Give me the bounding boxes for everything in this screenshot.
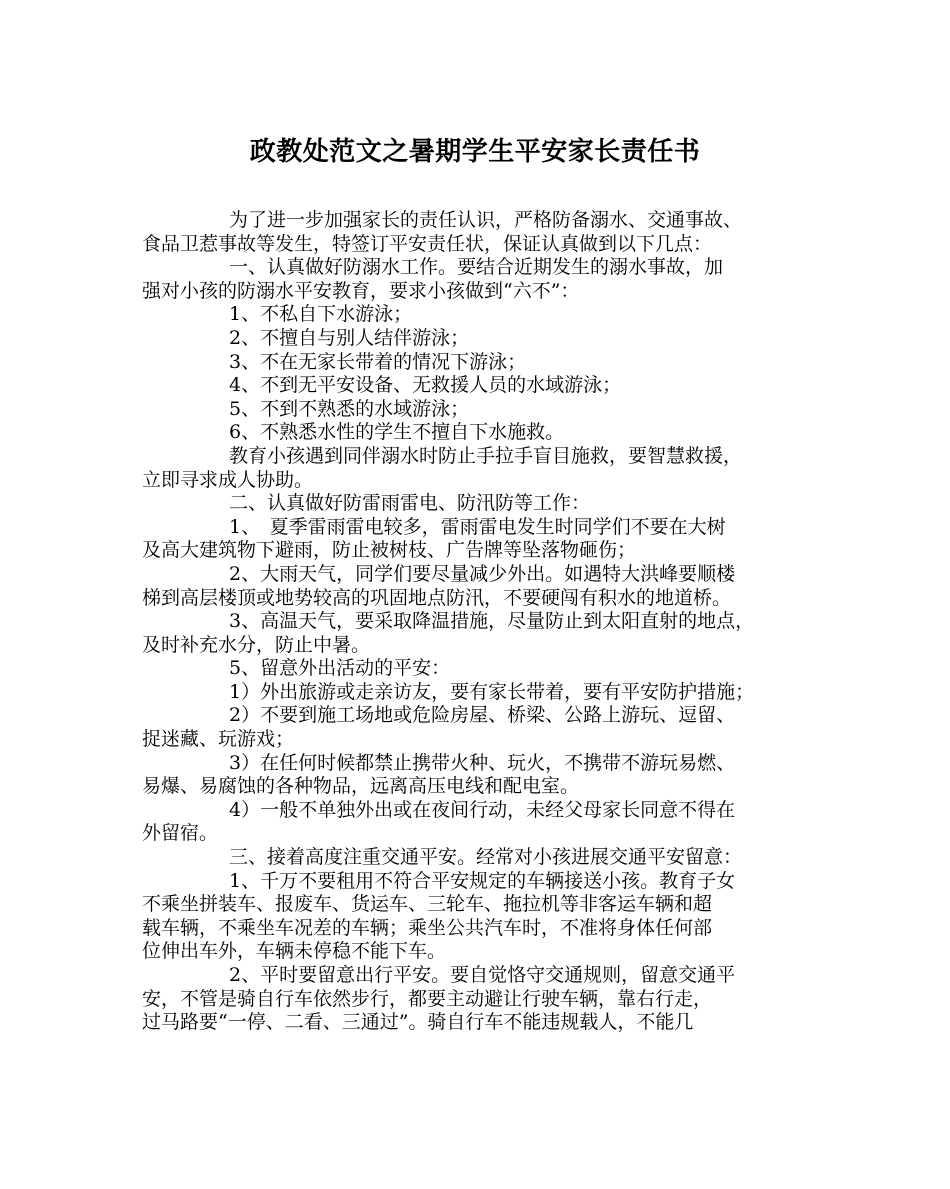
text-line: 1）外出旅游或走亲访友，要有家长带着，要有平安防护措施； — [229, 680, 755, 703]
text-line: 2、大雨天气，同学们要尽量减少外出。如遇特大洪峰要顺楼 — [229, 562, 736, 585]
text-line: 2）不要到施工场地或危险房屋、桥梁、公路上游玩、逗留、 — [229, 704, 736, 727]
text-line: 5、留意外出活动的平安： — [229, 657, 451, 680]
text-line: 1、不私自下水游泳； — [229, 303, 413, 326]
text-line: 及时补充水分，防止中暑。 — [142, 633, 371, 656]
text-line: 为了进一步加强家长的责任认识，严格防备溺水、交通事故、 — [229, 209, 743, 231]
text-line: 3、不在无家长带着的情况下游泳； — [229, 350, 527, 373]
document-title: 政教处范文之暑期学生平安家长责任书 — [249, 137, 701, 167]
text-line: 5、不到不熟悉的水域游泳； — [229, 397, 470, 420]
text-line: 3）在任何时候都禁止携带火种、玩火，不携带不游玩易燃、 — [229, 751, 736, 774]
text-line: 一、认真做好防溺水工作。要结合近期发生的溺水事故，加 — [229, 256, 724, 279]
text-line: 位伸出车外，车辆未停稳不能下车。 — [142, 940, 447, 963]
text-line: 立即寻求成人协助。 — [142, 468, 314, 491]
text-line: 及高大建筑物下避雨，防止被树枝、广告牌等坠落物砸伤； — [142, 539, 637, 562]
text-line: 二、认真做好防雷雨雷电、防汛防等工作： — [229, 492, 591, 515]
text-line: 三、接着高度注重交通平安。经常对小孩进展交通平安留意： — [229, 846, 743, 869]
text-line: 强对小孩的防溺水平安教育，要求小孩做到“六不”： — [142, 279, 580, 302]
text-line: 教育小孩遇到同伴溺水时防止手拉手盲目施救，要智慧救援， — [229, 444, 743, 467]
text-line: 安，不管是骑自行车依然步行，都要主动避让行驶车辆，靠右行走， — [142, 987, 713, 1010]
text-line: 3、高温天气，要采取降温措施，尽量防止到太阳直射的地点， — [229, 610, 755, 633]
text-line: 梯到高层楼顶或地势较高的巩固地点防汛，不要硬闯有积水的地道桥。 — [142, 586, 732, 609]
text-line: 食品卫惹事故等发生，特签订平安责任状，保证认真做到以下几点： — [142, 232, 713, 255]
text-line: 1、 夏季雷雨雷电较多，雷雨雷电发生时同学们不要在大树 — [229, 515, 726, 538]
text-line: 不乘坐拼装车、报废车、货运车、三轮车、拖拉机等非客运车辆和超 — [142, 893, 713, 916]
text-line: 6、不熟悉水性的学生不擅自下水施救。 — [229, 421, 565, 444]
text-line: 载车辆，不乘坐车况差的车辆；乘坐公共汽车时，不准将身体任何部 — [142, 916, 713, 939]
text-line: 4、不到无平安设备、无救援人员的水域游泳； — [229, 374, 622, 397]
text-line: 1、千万不要租用不符合平安规定的车辆接送小孩。教育子女 — [229, 869, 736, 892]
text-line: 过马路要“一停、二看、三通过”。骑自行车不能违规载人，不能几 — [142, 1011, 694, 1034]
text-line: 易爆、易腐蚀的各种物品，远离高压电线和配电室。 — [142, 775, 580, 798]
text-line: 捉迷藏、玩游戏； — [142, 728, 295, 751]
text-line: 2、平时要留意出行平安。要自觉恪守交通规则，留意交通平 — [229, 964, 736, 986]
text-line: 外留宿。 — [142, 822, 219, 845]
text-line: 4）一般不单独外出或在夜间行动，未经父母家长同意不得在 — [229, 798, 736, 821]
text-line: 2、不擅自与别人结伴游泳； — [229, 326, 470, 349]
document-body — [142, 209, 832, 1035]
